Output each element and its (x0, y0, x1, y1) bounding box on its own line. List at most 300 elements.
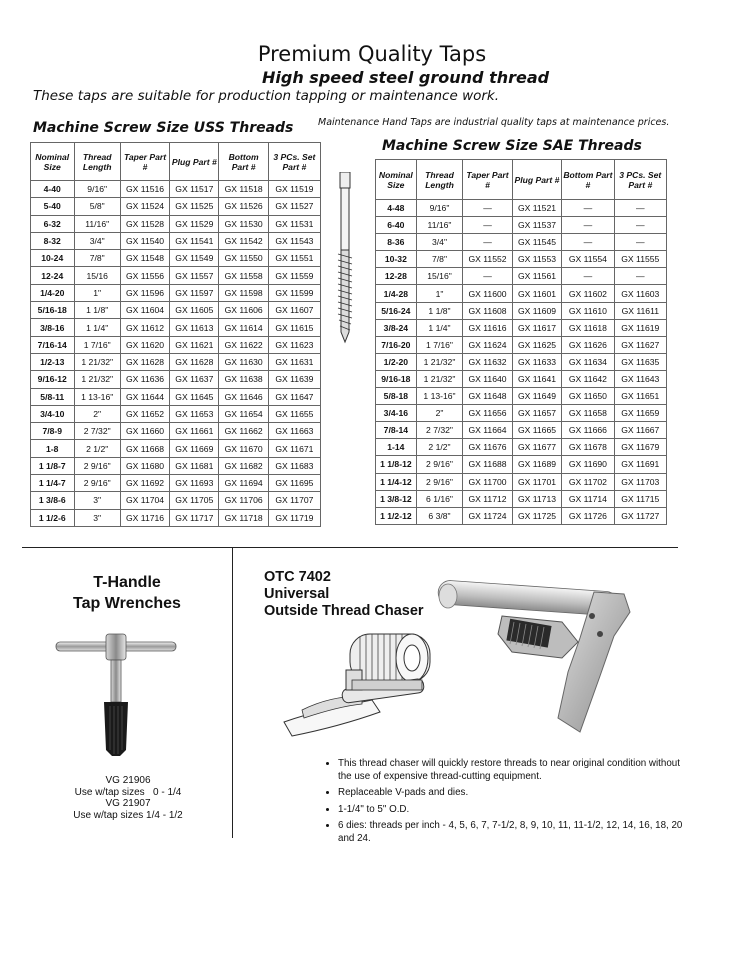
table-cell: 1 13-16" (74, 388, 120, 405)
table-cell: GX 11519 (268, 181, 320, 198)
table-cell: 1 13-16" (416, 388, 463, 405)
table-cell: 7/8" (74, 250, 120, 267)
sae-threads-table (375, 159, 667, 525)
table-cell: GX 11633 (512, 353, 561, 370)
table-cell: 15/16" (416, 268, 463, 285)
table-row (31, 319, 321, 336)
table-cell: 1 21/32" (74, 371, 120, 388)
nominal-size-cell: 5/16-18 (31, 302, 75, 319)
table-cell: GX 11542 (219, 232, 268, 249)
table-cell: GX 11632 (463, 353, 512, 370)
table-cell: GX 11649 (512, 388, 561, 405)
otc-model: OTC 7402 (264, 569, 331, 585)
table-cell: 1 7/16" (416, 336, 463, 353)
table-row (31, 181, 321, 198)
table-cell: GX 11651 (614, 388, 666, 405)
column-header: Plug Part # (512, 160, 561, 200)
table-row (376, 200, 667, 217)
table-cell: GX 11545 (512, 234, 561, 251)
table-cell: GX 11553 (512, 251, 561, 268)
table-cell: — (614, 268, 666, 285)
table-cell: GX 11516 (120, 181, 169, 198)
table-cell: 5/8" (74, 198, 120, 215)
table-cell: 1 1/8" (74, 302, 120, 319)
table-cell: GX 11521 (512, 200, 561, 217)
table-cell: GX 11647 (268, 388, 320, 405)
product-number-vg21906: VG 21906 (105, 775, 151, 786)
table-cell: GX 11660 (120, 423, 169, 440)
table-row (376, 285, 667, 302)
table-cell: GX 11605 (170, 302, 219, 319)
table-cell: GX 11640 (463, 370, 512, 387)
table-cell: GX 11706 (219, 492, 268, 509)
product-usage-vg21906: Use w/tap sizes 0 - 1/4 (74, 786, 182, 798)
nominal-size-cell: 1/2-13 (31, 353, 75, 370)
table-cell: GX 11541 (170, 232, 219, 249)
table-cell: GX 11724 (463, 507, 512, 524)
table-cell: GX 11650 (562, 388, 614, 405)
table-cell: 2 9/16" (416, 456, 463, 473)
table-cell: GX 11525 (170, 198, 219, 215)
table-cell: GX 11604 (120, 302, 169, 319)
table-cell: GX 11704 (120, 492, 169, 509)
table-cell: — (614, 200, 666, 217)
table-row (31, 492, 321, 509)
nominal-size-cell: 7/8-9 (31, 423, 75, 440)
table-cell: GX 11557 (170, 267, 219, 284)
product-usage-vg21907: Use w/tap sizes 1/4 - 1/2 (73, 809, 183, 821)
table-cell: GX 11639 (268, 371, 320, 388)
table-row (31, 388, 321, 405)
table-cell: GX 11612 (120, 319, 169, 336)
table-cell: GX 11537 (512, 217, 561, 234)
table-row (31, 371, 321, 388)
table-cell: 2 9/16" (416, 473, 463, 490)
table-cell: GX 11718 (219, 509, 268, 526)
table-cell: 3" (74, 492, 120, 509)
table-cell: — (463, 217, 512, 234)
table-cell: GX 11596 (120, 284, 169, 301)
table-cell: GX 11599 (268, 284, 320, 301)
nominal-size-cell: 6-32 (31, 215, 75, 232)
table-cell: GX 11707 (268, 492, 320, 509)
nominal-size-cell: 3/4-10 (31, 405, 75, 422)
table-cell: 1" (74, 284, 120, 301)
feature-bullet-3: • 1-1/4" to 5" O.D. (338, 804, 686, 817)
table-cell: GX 11652 (120, 405, 169, 422)
feature-bullet-1: • This thread chaser will quickly restore threads to near original condition without the use of expensive thread-cutting equipment. (338, 758, 686, 783)
table-cell: GX 11561 (512, 268, 561, 285)
nominal-size-cell: 1 3/8-6 (31, 492, 75, 509)
table-cell: GX 11527 (268, 198, 320, 215)
table-cell: GX 11653 (170, 405, 219, 422)
table-cell: GX 11618 (562, 319, 614, 336)
nominal-size-cell: 10-32 (376, 251, 417, 268)
table-cell: GX 11703 (614, 473, 666, 490)
table-cell: — (562, 217, 614, 234)
nominal-size-cell: 5/8-11 (31, 388, 75, 405)
nominal-size-cell: 1 1/8-12 (376, 456, 417, 473)
table-cell: GX 11688 (463, 456, 512, 473)
table-cell: GX 11689 (512, 456, 561, 473)
table-cell: GX 11540 (120, 232, 169, 249)
table-row (31, 423, 321, 440)
table-cell: — (614, 234, 666, 251)
table-row (31, 284, 321, 301)
table-cell: GX 11617 (512, 319, 561, 336)
table-cell: 1 7/16" (74, 336, 120, 353)
table-cell: GX 11635 (614, 353, 666, 370)
nominal-size-cell: 1-14 (376, 439, 417, 456)
t-handle-product-info (30, 775, 226, 821)
table-cell: 3" (74, 509, 120, 526)
table-row (31, 405, 321, 422)
table-cell: GX 11559 (268, 267, 320, 284)
table-cell: 6 3/8" (416, 507, 463, 524)
table-cell: — (463, 268, 512, 285)
nominal-size-cell: 1-8 (31, 440, 75, 457)
table-cell: GX 11662 (219, 423, 268, 440)
feature-bullet-4: • 6 dies: threads per inch - 4, 5, 6, 7, 7-1/2, 8, 9, 10, 11, 11-1/2, 12, 14, 16, 18, 20 and 24. (338, 820, 686, 845)
table-cell: 1 1/4" (74, 319, 120, 336)
table-row (376, 422, 667, 439)
table-cell: GX 11642 (562, 370, 614, 387)
table-cell: 2 7/32" (74, 423, 120, 440)
table-cell: GX 11611 (614, 302, 666, 319)
table-cell: GX 11667 (614, 422, 666, 439)
table-row (376, 251, 667, 268)
table-cell: GX 11702 (562, 473, 614, 490)
table-cell: GX 11692 (120, 475, 169, 492)
table-cell: GX 11645 (170, 388, 219, 405)
table-cell: GX 11623 (268, 336, 320, 353)
nominal-size-cell: 8-36 (376, 234, 417, 251)
table-cell: GX 11690 (562, 456, 614, 473)
table-cell: 1 1/4" (416, 319, 463, 336)
table-cell: GX 11598 (219, 284, 268, 301)
table-cell: GX 11719 (268, 509, 320, 526)
table-cell: GX 11682 (219, 457, 268, 474)
nominal-size-cell: 1 1/4-7 (31, 475, 75, 492)
table-cell: 9/16" (74, 181, 120, 198)
table-cell: GX 11663 (268, 423, 320, 440)
table-cell: 1 1/8" (416, 302, 463, 319)
t-handle-title-line2: Tap Wrenches (73, 595, 181, 612)
column-header: Taper Part # (120, 143, 169, 181)
table-cell: GX 11661 (170, 423, 219, 440)
table-cell: GX 11670 (219, 440, 268, 457)
column-header: Plug Part # (170, 143, 219, 181)
table-cell: GX 11600 (463, 285, 512, 302)
table-header-row (376, 160, 667, 200)
otc-title-line3: Outside Thread Chaser (264, 603, 424, 619)
table-cell: 2 1/2" (74, 440, 120, 457)
table-row (31, 440, 321, 457)
nominal-size-cell: 8-32 (31, 232, 75, 249)
thread-chaser-illustration (262, 572, 642, 752)
table-cell: GX 11631 (268, 353, 320, 370)
table-cell: GX 11641 (512, 370, 561, 387)
column-header: Thread Length (416, 160, 463, 200)
table-cell: — (562, 200, 614, 217)
table-cell: 9/16" (416, 200, 463, 217)
nominal-size-cell: 1 1/2-12 (376, 507, 417, 524)
nominal-size-cell: 9/16-12 (31, 371, 75, 388)
table-cell: — (562, 268, 614, 285)
table-cell: GX 11608 (463, 302, 512, 319)
table-row (31, 250, 321, 267)
product-number-vg21907: VG 21907 (105, 798, 151, 809)
table-cell: GX 11713 (512, 490, 561, 507)
table-cell: GX 11678 (562, 439, 614, 456)
tap-illustration (333, 172, 357, 344)
table-cell: — (614, 217, 666, 234)
table-row (376, 319, 667, 336)
table-cell: GX 11727 (614, 507, 666, 524)
table-row (31, 215, 321, 232)
table-cell: GX 11668 (120, 440, 169, 457)
t-handle-title (22, 572, 232, 614)
table-row (376, 439, 667, 456)
table-cell: 7/8" (416, 251, 463, 268)
table-cell: GX 11630 (219, 353, 268, 370)
nominal-size-cell: 3/4-16 (376, 405, 417, 422)
table-cell: GX 11606 (219, 302, 268, 319)
uss-section-title: Machine Screw Size USS Threads (33, 120, 294, 136)
table-cell: GX 11616 (463, 319, 512, 336)
table-cell: GX 11597 (170, 284, 219, 301)
table-cell: GX 11643 (614, 370, 666, 387)
table-header-row (31, 143, 321, 181)
table-cell: GX 11693 (170, 475, 219, 492)
table-cell: GX 11607 (268, 302, 320, 319)
table-cell: GX 11683 (268, 457, 320, 474)
table-cell: GX 11622 (219, 336, 268, 353)
nominal-size-cell: 4-48 (376, 200, 417, 217)
column-header: Bottom Part # (219, 143, 268, 181)
nominal-size-cell: 1 1/2-6 (31, 509, 75, 526)
table-cell: GX 11658 (562, 405, 614, 422)
table-cell: GX 11648 (463, 388, 512, 405)
nominal-size-cell: 5-40 (31, 198, 75, 215)
table-cell: GX 11691 (614, 456, 666, 473)
table-cell: GX 11638 (219, 371, 268, 388)
table-cell: GX 11654 (219, 405, 268, 422)
table-cell: 2 9/16" (74, 457, 120, 474)
column-header: 3 PCs. Set Part # (268, 143, 320, 181)
table-row (31, 353, 321, 370)
table-cell: 3/4" (416, 234, 463, 251)
table-cell: GX 11705 (170, 492, 219, 509)
table-cell: GX 11552 (463, 251, 512, 268)
table-row (376, 507, 667, 524)
table-cell: GX 11726 (562, 507, 614, 524)
table-row (31, 267, 321, 284)
table-cell: GX 11609 (512, 302, 561, 319)
table-cell: GX 11666 (562, 422, 614, 439)
table-cell: GX 11656 (463, 405, 512, 422)
nominal-size-cell: 4-40 (31, 181, 75, 198)
table-cell: GX 11717 (170, 509, 219, 526)
table-cell: 2 9/16" (74, 475, 120, 492)
table-cell: 11/16" (74, 215, 120, 232)
table-cell: GX 11603 (614, 285, 666, 302)
column-header: Nominal Size (31, 143, 75, 181)
table-row (376, 388, 667, 405)
table-cell: GX 11712 (463, 490, 512, 507)
nominal-size-cell: 1/2-20 (376, 353, 417, 370)
nominal-size-cell: 9/16-18 (376, 370, 417, 387)
nominal-size-cell: 1/4-28 (376, 285, 417, 302)
nominal-size-cell: 6-40 (376, 217, 417, 234)
table-row (31, 509, 321, 526)
table-cell: 2 1/2" (416, 439, 463, 456)
table-cell: GX 11518 (219, 181, 268, 198)
table-cell: GX 11528 (120, 215, 169, 232)
table-cell: GX 11636 (120, 371, 169, 388)
table-cell: 1 21/32" (74, 353, 120, 370)
table-cell: GX 11628 (170, 353, 219, 370)
otc-feature-list (316, 758, 686, 849)
page-title: Premium Quality Taps (257, 42, 487, 66)
table-row (376, 268, 667, 285)
table-cell: 2 7/32" (416, 422, 463, 439)
table-cell: GX 11715 (614, 490, 666, 507)
table-row (31, 302, 321, 319)
table-cell: — (463, 234, 512, 251)
table-cell: GX 11637 (170, 371, 219, 388)
otc-title-line2: Universal (264, 586, 330, 602)
uss-threads-table (30, 142, 321, 527)
nominal-size-cell: 7/16-14 (31, 336, 75, 353)
table-cell: GX 11681 (170, 457, 219, 474)
table-cell: GX 11529 (170, 215, 219, 232)
table-row (376, 490, 667, 507)
table-cell: GX 11531 (268, 215, 320, 232)
column-header: Nominal Size (376, 160, 417, 200)
table-cell: GX 11669 (170, 440, 219, 457)
table-cell: GX 11659 (614, 405, 666, 422)
column-header: Bottom Part # (562, 160, 614, 200)
column-divider (232, 548, 233, 838)
table-cell: GX 11555 (614, 251, 666, 268)
table-row (376, 234, 667, 251)
intro-text: These taps are suitable for production tapping or maintenance work. (33, 88, 500, 104)
table-cell: GX 11694 (219, 475, 268, 492)
table-cell: GX 11530 (219, 215, 268, 232)
nominal-size-cell: 7/16-20 (376, 336, 417, 353)
table-cell: — (562, 234, 614, 251)
table-cell: GX 11725 (512, 507, 561, 524)
table-cell: GX 11671 (268, 440, 320, 457)
feature-bullet-2: • Replaceable V-pads and dies. (338, 787, 686, 800)
table-cell: GX 11558 (219, 267, 268, 284)
table-cell: GX 11664 (463, 422, 512, 439)
column-header: 3 PCs. Set Part # (614, 160, 666, 200)
table-cell: GX 11716 (120, 509, 169, 526)
table-row (31, 198, 321, 215)
table-cell: GX 11646 (219, 388, 268, 405)
table-cell: GX 11613 (170, 319, 219, 336)
table-cell: GX 11615 (268, 319, 320, 336)
nominal-size-cell: 3/8-16 (31, 319, 75, 336)
table-cell: GX 11619 (614, 319, 666, 336)
table-row (376, 353, 667, 370)
table-cell: — (463, 200, 512, 217)
maintenance-note: Maintenance Hand Taps are industrial quality taps at maintenance prices. (318, 117, 670, 128)
table-row (31, 232, 321, 249)
table-cell: 1 21/32" (416, 353, 463, 370)
page-subtitle: High speed steel ground thread (262, 68, 550, 87)
table-cell: GX 11657 (512, 405, 561, 422)
nominal-size-cell: 3/8-24 (376, 319, 417, 336)
nominal-size-cell: 1/4-20 (31, 284, 75, 301)
table-row (376, 336, 667, 353)
table-cell: 6 1/16" (416, 490, 463, 507)
nominal-size-cell: 12-28 (376, 268, 417, 285)
table-row (376, 473, 667, 490)
nominal-size-cell: 1 1/8-7 (31, 457, 75, 474)
table-cell: GX 11610 (562, 302, 614, 319)
column-header: Taper Part # (463, 160, 512, 200)
table-cell: GX 11602 (562, 285, 614, 302)
table-cell: GX 11548 (120, 250, 169, 267)
table-cell: GX 11701 (512, 473, 561, 490)
table-row (376, 217, 667, 234)
table-cell: GX 11543 (268, 232, 320, 249)
table-cell: GX 11551 (268, 250, 320, 267)
table-row (376, 456, 667, 473)
table-cell: 11/16" (416, 217, 463, 234)
table-cell: GX 11556 (120, 267, 169, 284)
table-cell: GX 11655 (268, 405, 320, 422)
nominal-size-cell: 5/8-18 (376, 388, 417, 405)
nominal-size-cell: 12-24 (31, 267, 75, 284)
table-cell: 3/4" (74, 232, 120, 249)
nominal-size-cell: 7/8-14 (376, 422, 417, 439)
table-cell: GX 11665 (512, 422, 561, 439)
table-cell: 2" (74, 405, 120, 422)
table-cell: GX 11554 (562, 251, 614, 268)
table-row (31, 475, 321, 492)
column-header: Thread Length (74, 143, 120, 181)
table-cell: GX 11517 (170, 181, 219, 198)
nominal-size-cell: 1 3/8-12 (376, 490, 417, 507)
table-cell: GX 11626 (562, 336, 614, 353)
nominal-size-cell: 10-24 (31, 250, 75, 267)
table-cell: GX 11714 (562, 490, 614, 507)
table-cell: GX 11677 (512, 439, 561, 456)
table-cell: GX 11625 (512, 336, 561, 353)
table-row (376, 302, 667, 319)
table-cell: GX 11624 (463, 336, 512, 353)
table-row (31, 457, 321, 474)
table-cell: GX 11549 (170, 250, 219, 267)
section-divider (22, 547, 678, 548)
table-cell: GX 11700 (463, 473, 512, 490)
table-cell: GX 11679 (614, 439, 666, 456)
nominal-size-cell: 1 1/4-12 (376, 473, 417, 490)
table-cell: GX 11628 (120, 353, 169, 370)
table-row (376, 405, 667, 422)
table-cell: GX 11620 (120, 336, 169, 353)
table-cell: GX 11695 (268, 475, 320, 492)
table-cell: GX 11644 (120, 388, 169, 405)
table-cell: 15/16 (74, 267, 120, 284)
table-cell: GX 11524 (120, 198, 169, 215)
table-cell: GX 11550 (219, 250, 268, 267)
table-cell: GX 11680 (120, 457, 169, 474)
